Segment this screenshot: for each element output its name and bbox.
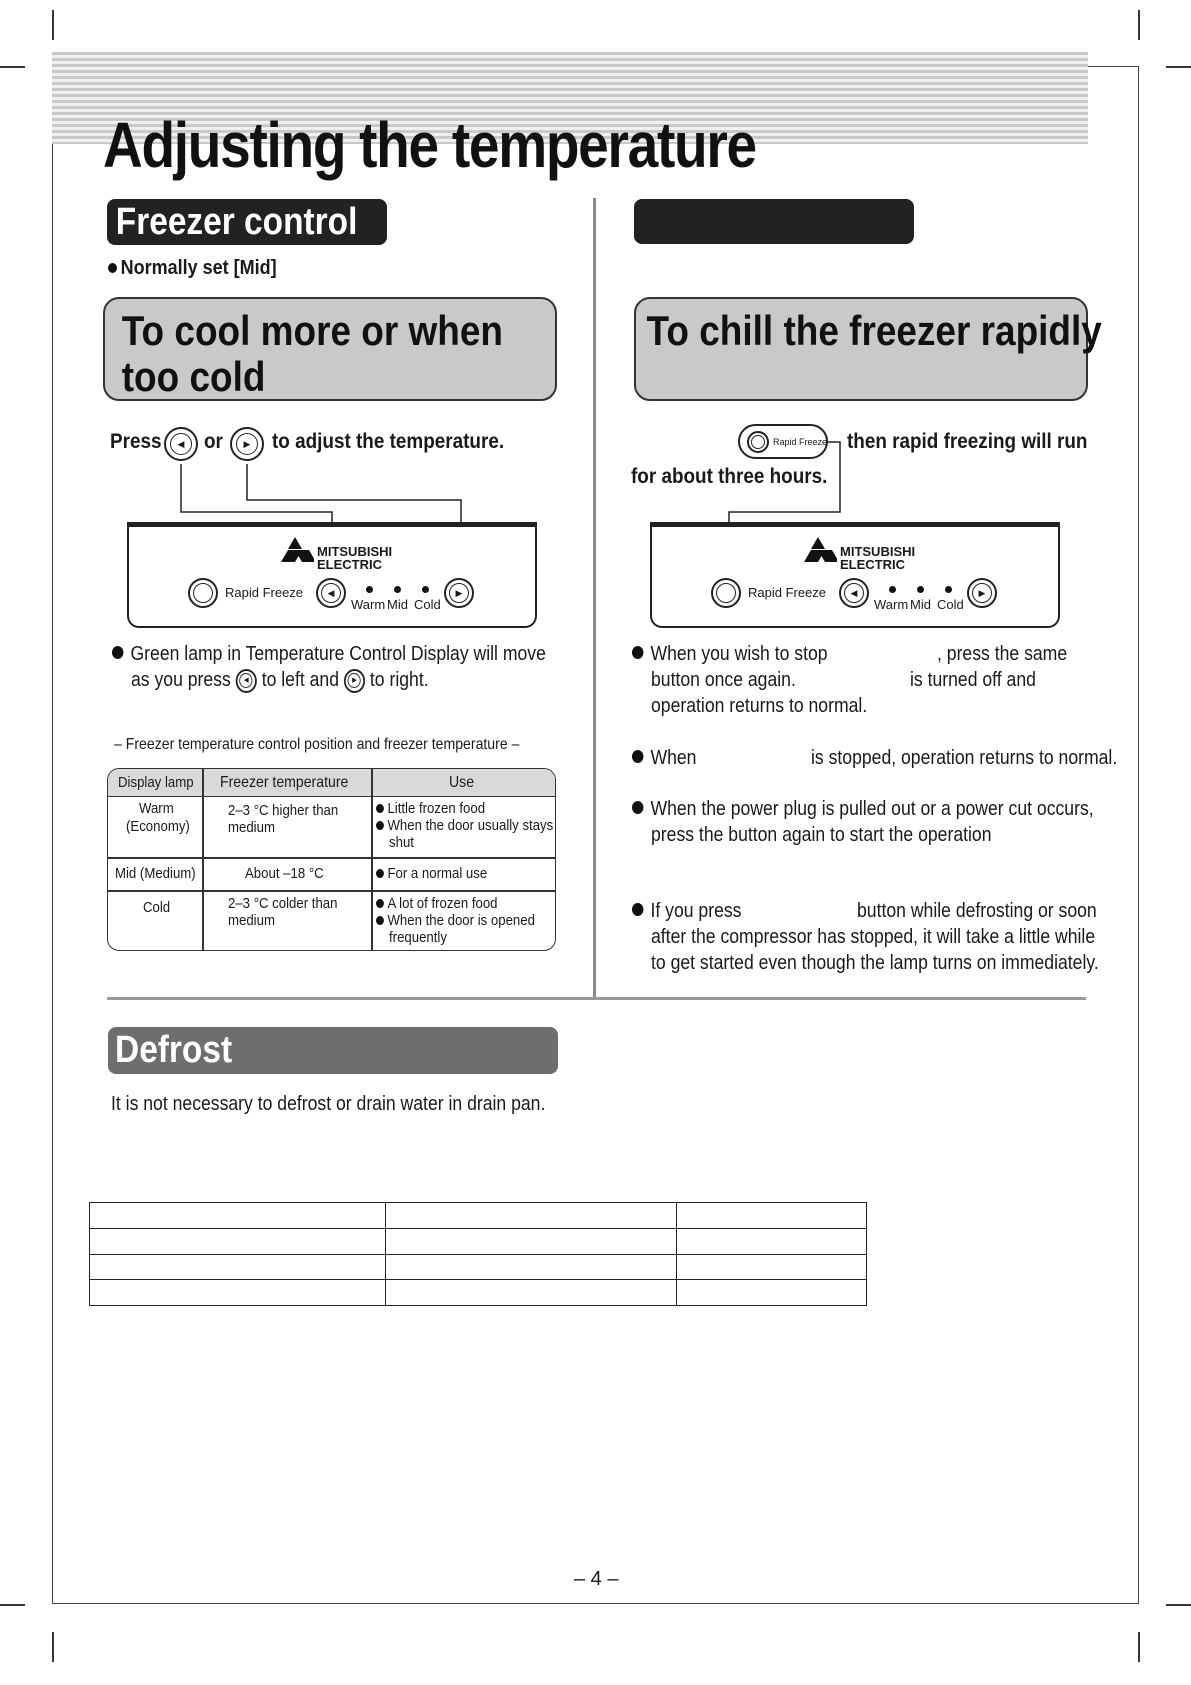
row-mid-temp: About –18 °C bbox=[245, 865, 324, 882]
chill-rapidly-box bbox=[634, 297, 1102, 401]
row-cold-temp-sub: medium bbox=[228, 912, 275, 929]
rapid-note-3b: press the button again to start the operation bbox=[651, 824, 992, 846]
defrost-heading: Defrost bbox=[108, 1027, 558, 1074]
row-warm-use2-cont: shut bbox=[389, 834, 414, 851]
crop-mark bbox=[0, 1604, 25, 1606]
row-warm-lamp-sub: (Economy) bbox=[126, 818, 190, 835]
page-title: Adjusting the temperature bbox=[103, 109, 756, 181]
panel-right-button[interactable]: ▶ bbox=[444, 578, 474, 608]
green-lamp-note-line2: as you press ◀ to left and ▶ to right. bbox=[131, 669, 429, 691]
rapid-freeze-heading-bar bbox=[634, 199, 914, 244]
crop-mark bbox=[0, 66, 25, 68]
crop-mark bbox=[1166, 66, 1191, 68]
cool-more-line2: too cold bbox=[121, 353, 266, 400]
row-warm-lamp: Warm bbox=[139, 800, 174, 817]
crop-mark bbox=[52, 10, 54, 40]
brand-line1: MITSUBISHI bbox=[317, 544, 393, 559]
or-word: or bbox=[204, 430, 223, 453]
panel-right-button[interactable]: ▶ bbox=[967, 578, 997, 608]
rapid-note-3: When the power plug is pulled out or a power cut occurs, bbox=[632, 796, 1094, 822]
empty-table bbox=[89, 1202, 867, 1306]
mitsubishi-logo-icon bbox=[276, 537, 314, 571]
header-use: Use bbox=[449, 774, 475, 791]
cool-more-line1: To cool more or when bbox=[121, 307, 503, 354]
rapid-note-4d: to get started even though the lamp turns on immediately. bbox=[651, 952, 1099, 974]
row-cold-use1: A lot of frozen food bbox=[376, 895, 498, 912]
rapid-note-2b: is stopped, operation returns to normal. bbox=[811, 747, 1118, 769]
press-word: Press bbox=[110, 430, 162, 453]
rapid-note-1d: is turned off and bbox=[910, 669, 1036, 691]
brand-line2: ELECTRIC bbox=[317, 557, 382, 572]
page-number: – 4 – bbox=[574, 1568, 619, 1590]
row-cold-lamp: Cold bbox=[143, 899, 171, 916]
control-panel bbox=[127, 522, 537, 628]
column-divider bbox=[593, 198, 596, 998]
rapid-freeze-label: Rapid Freeze bbox=[225, 585, 304, 600]
right-arrow-button-icon: ▶ bbox=[230, 427, 264, 461]
rapid-note-4: If you press bbox=[632, 898, 741, 924]
rapid-freeze-label: Rapid Freeze bbox=[748, 585, 827, 600]
rapid-freeze-button[interactable] bbox=[188, 578, 218, 608]
header-display-lamp: Display lamp bbox=[118, 774, 194, 791]
lamp-cold-label: Cold bbox=[937, 597, 964, 612]
brand-line2: ELECTRIC bbox=[840, 557, 905, 572]
rapid-line2: for about three hours. bbox=[631, 465, 828, 488]
rapid-note-1e: operation returns to normal. bbox=[651, 695, 868, 717]
cool-more-box bbox=[103, 297, 557, 401]
rapid-note-4c: after the compressor has stopped, it will take a little while bbox=[651, 926, 1096, 948]
temperature-control-table bbox=[107, 768, 556, 951]
table-caption: – Freezer temperature control position and freezer temperature – bbox=[114, 736, 520, 753]
header-freezer-temp: Freezer temperature bbox=[220, 774, 349, 791]
freezer-control-heading: Freezer control bbox=[107, 199, 387, 245]
row-mid-use: For a normal use bbox=[376, 865, 487, 882]
row-cold-use2-cont: frequently bbox=[389, 929, 447, 946]
row-warm-use1: Little frozen food bbox=[376, 800, 485, 817]
rapid-note-1: When you wish to stop bbox=[632, 641, 828, 667]
crop-mark bbox=[52, 1632, 54, 1662]
chill-rapidly-text: To chill the freezer rapidly bbox=[646, 307, 1102, 354]
section-rule bbox=[107, 997, 1086, 1000]
normally-set-note: Normally set [Mid] bbox=[108, 257, 277, 280]
brand-line1: MITSUBISHI bbox=[840, 544, 916, 559]
panel-left-button[interactable]: ◀ bbox=[316, 578, 346, 608]
control-panel-rapid bbox=[650, 522, 1060, 628]
crop-mark bbox=[1138, 1632, 1140, 1662]
lamp-mid-label: Mid bbox=[910, 597, 931, 612]
green-lamp-note: Green lamp in Temperature Control Display will move bbox=[112, 641, 546, 667]
lamp-warm-label: Warm bbox=[351, 597, 386, 612]
rapid-line1: then rapid freezing will run bbox=[847, 430, 1088, 453]
row-mid-lamp: Mid (Medium) bbox=[115, 865, 196, 882]
press-suffix: to adjust the temperature. bbox=[272, 430, 505, 453]
rapid-note-2: When bbox=[632, 745, 696, 771]
lamp-cold-label: Cold bbox=[414, 597, 441, 612]
row-cold-temp: 2–3 °C colder than bbox=[228, 895, 338, 912]
rapid-note-4b: button while defrosting or soon bbox=[857, 900, 1097, 922]
rapid-freeze-button-label: Rapid Freeze bbox=[773, 437, 828, 447]
rapid-note-1b: , press the same bbox=[937, 643, 1068, 665]
panel-left-button[interactable]: ◀ bbox=[839, 578, 869, 608]
rapid-note-1c: button once again. bbox=[651, 669, 796, 691]
lamp-mid-label: Mid bbox=[387, 597, 408, 612]
defrost-text: It is not necessary to defrost or drain water in drain pan. bbox=[111, 1093, 546, 1115]
lamp-warm-label: Warm bbox=[874, 597, 909, 612]
mitsubishi-logo-icon bbox=[799, 537, 837, 571]
row-warm-use2: When the door usually stays bbox=[376, 817, 553, 834]
rapid-freeze-button[interactable] bbox=[711, 578, 741, 608]
row-cold-use2: When the door is opened bbox=[376, 912, 535, 929]
row-warm-temp: 2–3 °C higher than bbox=[228, 802, 339, 819]
crop-mark bbox=[1138, 10, 1140, 40]
left-arrow-button-icon: ◀ bbox=[164, 427, 198, 461]
crop-mark bbox=[1166, 1604, 1191, 1606]
row-warm-temp-sub: medium bbox=[228, 819, 275, 836]
